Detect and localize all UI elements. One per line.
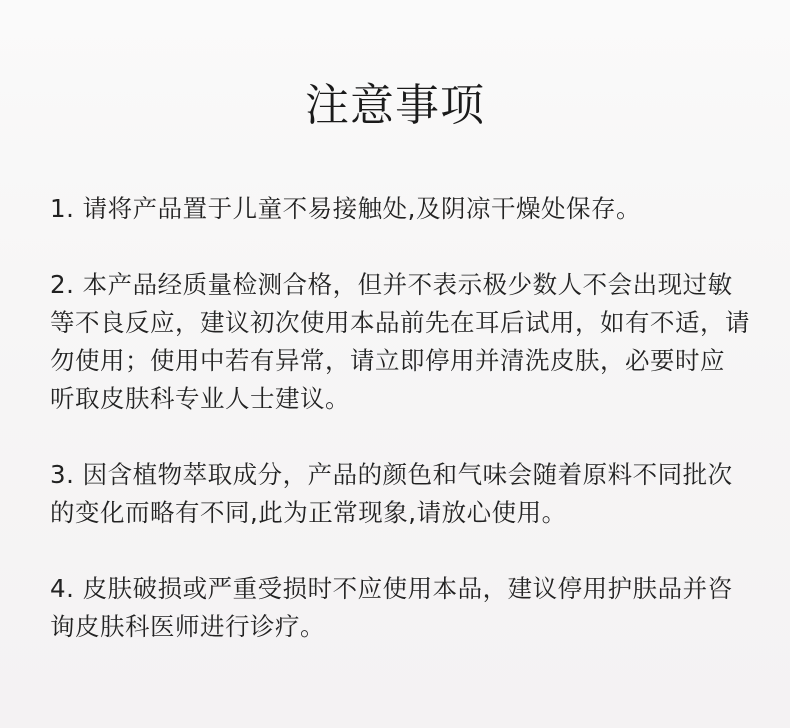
note-4-line-1: 4. 皮肤破损或严重受损时不应使用本品，建议停用护肤品并咨 <box>50 574 733 603</box>
page-title: 注意事项 <box>305 80 485 131</box>
note-2-line-2: 等不良反应，建议初次使用本品前先在耳后试用，如有不适，请 <box>50 308 750 337</box>
note-item-4 <box>50 570 750 646</box>
note-item-2 <box>50 266 750 418</box>
note-4-line-2: 询皮肤科医师进行诊疗。 <box>50 612 325 641</box>
notes-list <box>50 190 750 646</box>
note-2-line-3: 勿使用；使用中若有异常，请立即停用并清洗皮肤，必要时应 <box>50 346 725 375</box>
note-item-1 <box>50 190 750 228</box>
note-3-line-2: 的变化而略有不同,此为正常现象,请放心使用。 <box>50 498 567 527</box>
note-2-line-1: 2. 本产品经质量检测合格，但并不表示极少数人不会出现过敏 <box>50 270 733 299</box>
note-3-line-1: 3. 因含植物萃取成分，产品的颜色和气味会随着原料不同批次 <box>50 460 733 489</box>
note-item-3 <box>50 456 750 532</box>
note-1-line-1: 1. 请将产品置于儿童不易接触处,及阴凉干燥处保存。 <box>50 194 641 223</box>
note-2-line-4: 听取皮肤科专业人士建议。 <box>50 384 350 413</box>
